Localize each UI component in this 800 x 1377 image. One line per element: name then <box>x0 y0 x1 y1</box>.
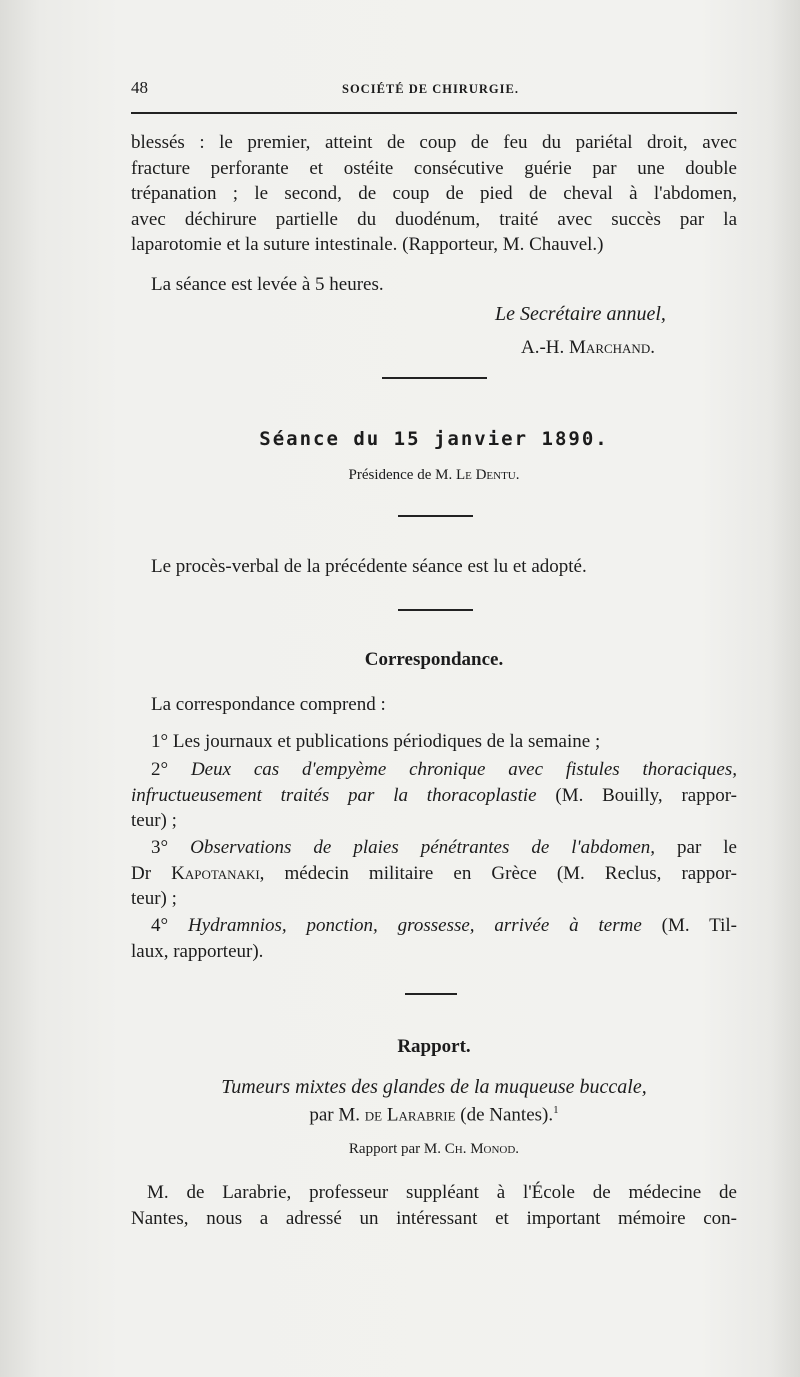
intro-line: trépanation ; le second, de coup de pied de cheval à l'abdomen, <box>131 183 737 204</box>
item3-detail: médecin militaire en Grèce (M. Reclus, rappor- <box>264 862 737 884</box>
item3-number: 3° <box>151 837 191 858</box>
intro-paragraph <box>131 130 737 258</box>
item3-title: Observations de plaies pénétrantes de l'abdomen, <box>190 837 656 858</box>
rapport-body-line: Nantes, nous a adressé un intéressant et important mémoire con- <box>131 1207 737 1229</box>
intro-line: avec déchirure partielle du duodénum, traité avec succès par la <box>131 208 737 230</box>
rapport-title-prefix: par M. <box>309 1104 365 1126</box>
item2-reporter: (M. Bouilly, rappor- <box>536 784 737 806</box>
item3-line2 <box>131 861 737 887</box>
item4-reporter: (M. Til- <box>641 915 737 936</box>
item4-number: 4° <box>151 915 188 936</box>
item3-dr: Dr <box>131 862 172 884</box>
minutes-line: Le procès-verbal de la précédente séance est lu et adopté. <box>151 556 587 577</box>
intro-line: fracture perforante et ostéite consécutive guérie par une double <box>131 157 737 179</box>
page-number: 48 <box>131 78 148 97</box>
rapport-author: de Larabrie <box>364 1104 456 1126</box>
running-title: SOCIÉTÉ DE CHIRURGIE. <box>342 82 519 96</box>
rapport-title-suffix: (de Nantes). <box>455 1104 554 1126</box>
correspondance-heading: Correspondance. <box>364 649 504 670</box>
item3-author: Kapotanaki, <box>171 862 265 884</box>
byline-name: Ch. Monod. <box>444 1141 520 1157</box>
item2-number: 2° <box>151 759 191 780</box>
section-divider <box>398 515 473 517</box>
item4-line1 <box>131 913 737 939</box>
item4-title: Hydramnios, ponction, grossesse, arrivée à terme <box>187 915 642 936</box>
section-divider <box>398 609 473 611</box>
rapport-title-line2 <box>131 1104 737 1126</box>
byline-prefix: Rapport par M. <box>348 1141 445 1157</box>
item2-title-part1: Deux cas d'empyème chronique avec fistules thoraciques, <box>190 759 737 780</box>
section-divider <box>405 993 457 995</box>
signature-surname: Marchand. <box>569 337 655 358</box>
correspondance-item-2 <box>131 757 737 834</box>
item3-line1 <box>131 835 737 861</box>
session-title: Séance du 15 janvier 1890. <box>259 428 609 450</box>
intro-line: blessés : le premier, atteint de coup de feu du pariétal droit, avec <box>131 132 737 153</box>
item2-line2 <box>131 783 737 809</box>
section-divider <box>382 377 487 379</box>
signature-role: Le Secrétaire annuel, <box>495 303 666 325</box>
correspondance-intro: La correspondance comprend : <box>151 694 386 715</box>
item4-line2: laux, rapporteur). <box>131 940 264 962</box>
signature-name-prefix: A.-H. <box>521 337 570 358</box>
item2-line1 <box>131 757 737 783</box>
item2-line3: teur) ; <box>131 810 177 831</box>
item2-title-part2: infructueusement traités par la thoracoplastie <box>131 784 537 806</box>
rapport-body <box>131 1180 737 1231</box>
item3-line3: teur) ; <box>131 888 177 909</box>
signature-name <box>521 337 655 359</box>
rapport-title-line1: Tumeurs mixtes des glandes de la muqueuse buccale, <box>221 1076 647 1098</box>
presidence-line <box>131 467 737 484</box>
closing-line: La séance est levée à 5 heures. <box>151 274 384 295</box>
rapport-byline <box>131 1141 737 1158</box>
intro-line: laparotomie et la suture intestinale. (Rapporteur, M. Chauvel.) <box>131 234 604 255</box>
rapport-body-line: M. de Larabrie, professeur suppléant à l'École de médecine de <box>147 1182 737 1203</box>
correspondance-item-1: 1° Les journaux et publications périodiques de la semaine ; <box>151 731 601 752</box>
presidence-name: Le Dentu. <box>455 467 520 483</box>
footnote-mark: 1 <box>553 1104 559 1116</box>
rapport-heading: Rapport. <box>397 1036 471 1057</box>
item3-by: par le <box>655 837 737 858</box>
presidence-prefix: Présidence de M. <box>348 467 456 483</box>
header-rule <box>131 112 737 114</box>
correspondance-item-3 <box>131 835 737 912</box>
correspondance-item-4 <box>131 913 737 964</box>
